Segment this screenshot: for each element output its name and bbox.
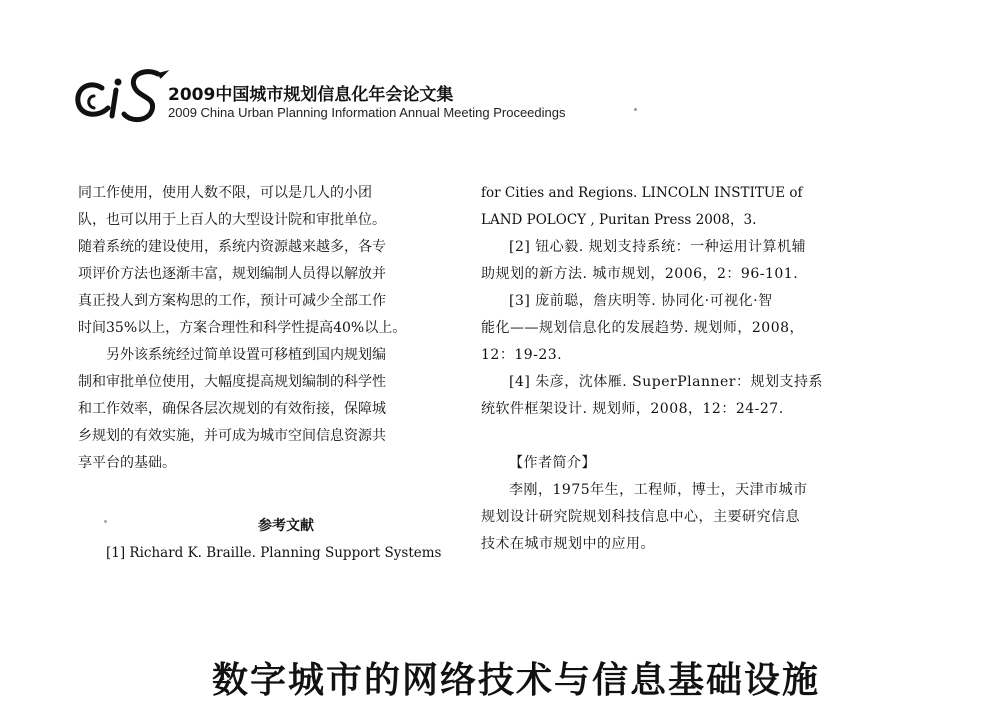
text-line: 另外该系统经过简单设置可移植到国内规划编 xyxy=(106,347,386,363)
paragraph-2 xyxy=(78,342,462,477)
reference-3 xyxy=(481,288,871,369)
text-line: [2] 钮心毅. 规划支持系统：一种运用计算机辅 xyxy=(509,239,807,255)
proceedings-header xyxy=(72,64,672,128)
speck-mark xyxy=(104,520,107,523)
references-heading: 参考文献 xyxy=(258,518,314,534)
proceedings-title-zh: 2009中国城市规划信息化年会论文集 xyxy=(168,85,454,105)
text-line: 李刚，1975年生，工程师，博士，天津市城市 xyxy=(509,482,808,498)
text-line: 助规划的新方法. 城市规划，2006，2：96-101. xyxy=(481,266,799,282)
speck-mark xyxy=(634,108,637,111)
right-column xyxy=(481,180,871,558)
text-line: 时间35%以上，方案合理性和科学性提高40%以上。 xyxy=(78,320,407,336)
text-line: 规划设计研究院规划科技信息中心，主要研究信息 xyxy=(481,509,800,525)
text-line: 乡规划的有效实施，并可成为城市空间信息资源共 xyxy=(78,428,386,444)
author-bio xyxy=(481,477,871,558)
next-article-title: 数字城市的网络技术与信息基础设施 xyxy=(212,660,821,701)
cis-logo-icon xyxy=(72,66,170,126)
text-line: 统软件框架设计. 规划师，2008，12：24-27. xyxy=(481,401,784,417)
text-line: 能化——规划信息化的发展趋势. 规划师，2008， xyxy=(481,320,805,336)
author-bio-heading: 【作者简介】 xyxy=(509,455,596,471)
text-line: 同工作使用，使用人数不限，可以是几人的小团 xyxy=(78,185,372,201)
text-line: 享平台的基础。 xyxy=(78,455,176,471)
reference-2 xyxy=(481,234,871,288)
reference-1: [1] Richard K. Braille. Planning Support Systems xyxy=(106,545,442,561)
text-line: for Cities and Regions. LINCOLN INSTITUE of xyxy=(481,185,803,201)
text-line: 和工作效率，确保各层次规划的有效衔接，保障城 xyxy=(78,401,386,417)
text-line: 随着系统的建设使用，系统内资源越来越多，各专 xyxy=(78,239,386,255)
text-line: 项评价方法也逐渐丰富，规划编制人员得以解放并 xyxy=(78,266,386,282)
proceedings-title-en: 2009 China Urban Planning Information Annual Meeting Proceedings xyxy=(168,105,566,120)
paragraph-1 xyxy=(78,180,462,342)
text-line: LAND POLOCY , Puritan Press 2008，3. xyxy=(481,212,757,228)
text-line: [4] 朱彦，沈体雁. SuperPlanner：规划支持系 xyxy=(509,374,823,390)
text-line: 技术在城市规划中的应用。 xyxy=(481,536,655,552)
text-line: 队，也可以用于上百人的大型设计院和审批单位。 xyxy=(78,212,386,228)
reference-4 xyxy=(481,369,871,423)
text-line: 真正投人到方案构思的工作，预计可减少全部工作 xyxy=(78,293,386,309)
text-line: [3] 庞前聪，詹庆明等. 协同化·可视化·智 xyxy=(509,293,773,309)
left-column xyxy=(78,180,462,567)
text-line: 12：19-23. xyxy=(481,347,563,363)
reference-1-continued xyxy=(481,180,871,234)
text-line: 制和审批单位使用，大幅度提高规划编制的科学性 xyxy=(78,374,386,390)
